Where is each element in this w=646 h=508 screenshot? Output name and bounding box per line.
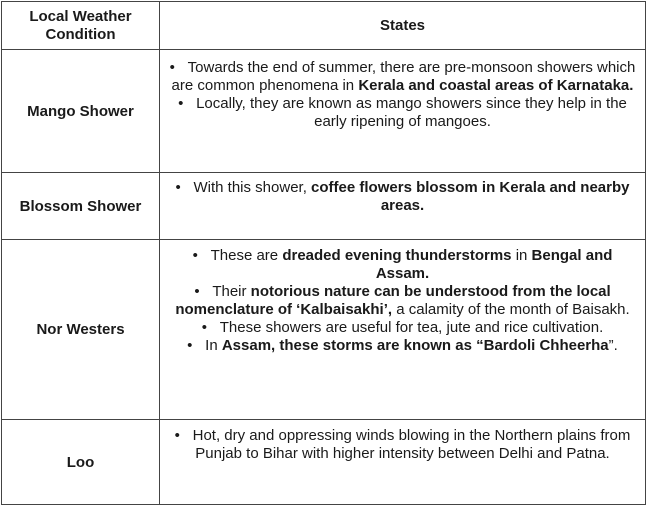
bullet-icon: • xyxy=(192,247,198,264)
text: a calamity of the month of Baisakh. xyxy=(392,301,630,318)
table-header-row xyxy=(2,2,646,50)
list-item xyxy=(160,247,645,283)
states-list xyxy=(160,427,645,463)
states-list xyxy=(160,247,645,355)
weather-table xyxy=(1,1,646,505)
text: These are xyxy=(210,247,283,264)
table-row xyxy=(2,420,646,505)
header-states: States xyxy=(160,2,646,50)
header-condition: Local Weather Condition xyxy=(2,2,160,50)
list-item xyxy=(160,59,645,95)
bullet-icon: • xyxy=(169,59,175,76)
text: in xyxy=(511,247,532,264)
text: With this shower, xyxy=(193,179,312,196)
text: ”. xyxy=(608,337,618,354)
list-item xyxy=(160,427,645,463)
bullet-icon: • xyxy=(175,179,181,196)
text: Their xyxy=(212,283,251,300)
table-row xyxy=(2,50,646,173)
states-cell xyxy=(160,173,646,240)
list-item xyxy=(160,179,645,215)
condition-cell: Nor Westers xyxy=(2,240,160,420)
states-cell xyxy=(160,420,646,505)
list-item xyxy=(160,283,645,319)
bold-text: Assam, these storms are known as “Bardoli Chheerha xyxy=(221,337,609,354)
states-cell xyxy=(160,50,646,173)
text: Towards the end of summer, there are pre-monsoon showers which are common phenomena in xyxy=(171,59,636,94)
bullet-icon: • xyxy=(194,283,200,300)
list-item xyxy=(160,337,645,355)
bullet-icon: • xyxy=(178,95,184,112)
text: These showers are useful for tea, jute and rice cultivation. xyxy=(219,319,604,336)
bold-text: notorious nature can be understood from the local nomenclature of ‘Kalbaisakhi’, xyxy=(175,283,611,318)
text: Locally, they are known as mango showers since they help in the early ripening of mangoes. xyxy=(196,95,627,130)
condition-cell: Blossom Shower xyxy=(2,173,160,240)
table-row xyxy=(2,240,646,420)
bold-text: Kerala and coastal areas of Karnataka. xyxy=(358,77,634,94)
table-row xyxy=(2,173,646,240)
condition-cell: Loo xyxy=(2,420,160,505)
bold-text: dreaded evening thunderstorms xyxy=(282,247,512,264)
text: Hot, dry and oppressing winds blowing in the Northern plains from Punjab to Bihar with higher intensity between Delhi and Patna. xyxy=(192,427,631,462)
bullet-icon: • xyxy=(174,427,180,444)
text: In xyxy=(205,337,222,354)
list-item xyxy=(160,95,645,131)
states-list xyxy=(160,59,645,131)
list-item xyxy=(160,319,645,337)
bullet-icon: • xyxy=(201,319,207,336)
states-cell xyxy=(160,240,646,420)
bold-text: coffee flowers blossom in Kerala and nearby areas. xyxy=(311,179,630,214)
bullet-icon: • xyxy=(187,337,193,354)
states-list xyxy=(160,179,645,215)
condition-cell: Mango Shower xyxy=(2,50,160,173)
bold-text: Bengal and Assam. xyxy=(375,247,613,282)
